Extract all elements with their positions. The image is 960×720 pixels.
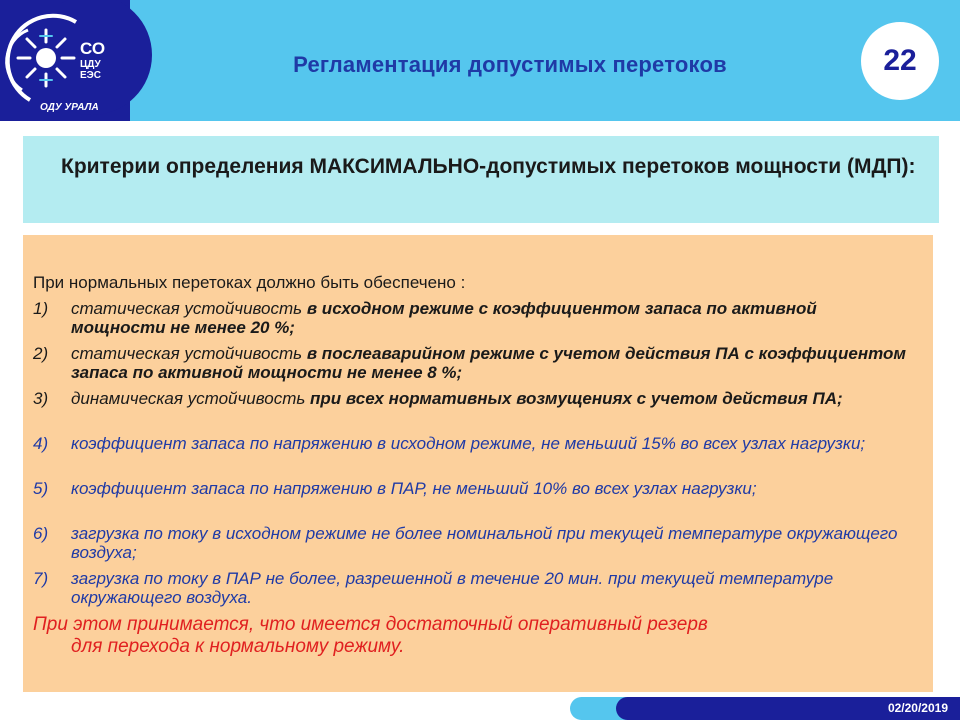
intro-text: При нормальных перетоках должно быть обеспечено : [33,273,466,292]
list-item-number: 5) [33,479,49,498]
footer-date: 02/20/2019 [887,701,948,715]
reserve-note-line-2: для перехода к нормальному режиму. [71,636,405,657]
list-item-text: статическая устойчивость [71,344,307,363]
page-title: Регламентация допустимых перетоков [293,52,727,77]
list-item-emphasis: в послеаварийном режиме с учетом действия ПА с коэффициентом запаса по активной мощности не менее 8 %; [71,344,906,382]
list-item-text: коэффициент запаса по напряжению в ПАР, не меньший 10% во всех узлах нагрузки; [71,479,757,498]
reserve-note [33,614,913,658]
criteria-heading: Критерии определения МАКСИМАЛЬНО-допустимых перетоков мощности (МДП): [61,155,916,178]
list-item-text: коэффициент запаса по напряжению в исходном режиме, не меньший 15% во всех узлах нагрузки; [71,434,866,453]
list-item-number: 4) [33,434,49,453]
logo-subtitle: ОДУ УРАЛА [40,102,99,113]
content-box [23,235,933,692]
list-item-number: 2) [33,344,49,363]
list-item-text: динамическая устойчивость [71,389,311,408]
page-number-badge: 22 [861,22,939,100]
snowflake-sun-logo-icon [0,0,152,121]
footer-band [616,697,960,720]
list-item-text: загрузка по току в ПАР не более, разрешенной в течение 20 мин. при текущей температуре окружающего воздуха. [71,569,834,607]
reserve-note-line-1: При этом принимается, что имеется достаточный оперативный резерв [33,614,708,635]
list-item-number: 3) [33,389,49,408]
list-item-emphasis: при всех нормативных возмущениях с учетом действия ПА; [310,389,843,408]
list-item-number: 1) [33,299,49,318]
list-item-number: 6) [33,524,49,543]
logo-brand-line-1: СО [80,39,106,58]
list-item-text: загрузка по току в исходном режиме не более номинальной при текущей температуре окружающего воздуха; [71,524,898,562]
list-item-number: 7) [33,569,49,588]
logo-brand-line-2: ЦДУ [80,59,101,70]
logo [0,0,152,121]
criteria-heading-box [23,136,939,223]
list-item-text: статическая устойчивость [71,299,307,318]
logo-brand-line-3: ЕЭС [80,70,102,81]
list-item-emphasis: в исходном режиме с коэффициентом запаса по активной мощности не менее 20 %; [71,299,817,337]
